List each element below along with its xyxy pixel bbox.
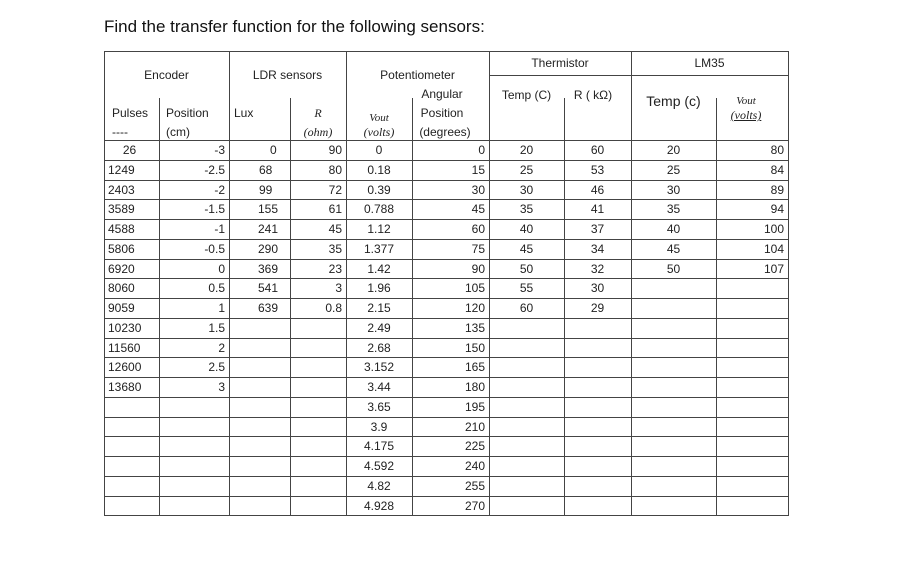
cell-position: -1 <box>214 222 225 236</box>
cell-pot-angle: 90 <box>471 261 485 276</box>
cell-th-temp: 30 <box>519 182 534 197</box>
cell-pot-vout: 3.152 <box>363 360 395 375</box>
page-title: Find the transfer function for the following sensors: <box>104 17 485 36</box>
cell-ldr-r: 3 <box>335 281 342 296</box>
grid-line <box>104 199 789 200</box>
cell-lux: 68 <box>259 162 273 177</box>
col-angular-1: Angular <box>421 87 463 101</box>
cell-pot-angle: 195 <box>464 399 485 414</box>
cell-pot-vout: 1.42 <box>367 261 391 276</box>
col-angular-3: (degrees) <box>419 125 471 139</box>
cell-pot-vout: 0.39 <box>367 182 391 197</box>
group-lm35: LM35 <box>694 56 725 70</box>
col-lux: Lux <box>234 106 254 120</box>
cell-th-r: 32 <box>590 261 605 276</box>
cell-pot-vout: 0 <box>375 143 383 157</box>
cell-pot-vout: 2.68 <box>367 340 391 355</box>
grid-line <box>104 219 789 220</box>
cell-pot-angle: 180 <box>464 380 485 394</box>
cell-position: 0 <box>218 261 225 276</box>
col-vout: Vout <box>369 112 389 124</box>
cell-th-r: 34 <box>590 241 605 256</box>
cell-pot-angle: 120 <box>464 301 485 315</box>
grid-line <box>104 377 789 378</box>
cell-pulses: 26 <box>122 143 137 157</box>
cell-position: 3 <box>218 380 225 394</box>
col-angular-2: Position <box>420 106 464 120</box>
cell-pulses: 6920 <box>108 261 135 276</box>
grid-line <box>104 496 789 497</box>
col-th-temp: Temp (C) <box>501 88 552 102</box>
cell-pot-angle: 240 <box>464 459 485 473</box>
cell-position: -2.5 <box>204 162 225 177</box>
cell-position: -3 <box>214 143 225 157</box>
cell-th-r: 30 <box>590 281 605 296</box>
cell-lm-temp: 35 <box>666 202 681 217</box>
col-lm-vout-unit: (volts) <box>730 108 762 122</box>
cell-th-r: 46 <box>590 182 605 197</box>
cell-pot-angle: 210 <box>464 419 485 434</box>
cell-pulses: 5806 <box>108 241 135 256</box>
col-position: Position <box>166 106 209 120</box>
cell-pulses: 2403 <box>108 182 135 197</box>
cell-position: 1.5 <box>208 320 225 335</box>
cell-ldr-r: 72 <box>328 182 342 197</box>
grid-line <box>104 456 789 457</box>
cell-ldr-r: 80 <box>328 162 342 177</box>
group-thermistor: Thermistor <box>531 56 589 70</box>
grid-line <box>104 417 789 418</box>
cell-pot-vout: 1.96 <box>367 281 391 296</box>
cell-pot-angle: 135 <box>464 320 485 335</box>
cell-lm-vout: 80 <box>770 143 784 157</box>
grid-line <box>104 318 789 319</box>
cell-pot-angle: 15 <box>471 162 485 177</box>
cell-lm-vout: 104 <box>763 241 784 256</box>
grid-line <box>104 160 789 161</box>
cell-position: -1.5 <box>204 202 225 217</box>
cell-pot-vout: 4.82 <box>367 478 391 493</box>
col-r: R <box>314 106 322 120</box>
cell-ldr-r: 90 <box>328 143 342 157</box>
cell-pot-angle: 60 <box>471 222 485 236</box>
grid-line <box>104 436 789 437</box>
cell-th-temp: 35 <box>519 202 534 217</box>
col-lm-vout: Vout <box>736 95 756 107</box>
cell-th-r: 60 <box>590 143 605 157</box>
cell-lux: 639 <box>258 301 279 315</box>
cell-pot-angle: 270 <box>464 498 485 513</box>
cell-th-temp: 60 <box>519 301 534 315</box>
cell-lux: 0 <box>270 143 277 157</box>
cell-lm-vout: 100 <box>763 222 784 236</box>
cell-pulses: 12600 <box>108 360 142 375</box>
col-vout-unit: (volts) <box>363 125 395 139</box>
cell-pot-angle: 0 <box>478 143 485 157</box>
cell-ldr-r: 0.8 <box>325 301 342 315</box>
cell-pot-vout: 2.15 <box>367 301 391 315</box>
cell-pot-vout: 4.928 <box>363 498 395 513</box>
group-encoder: Encoder <box>144 68 189 82</box>
cell-pot-vout: 4.592 <box>363 459 395 473</box>
grid-line <box>716 98 717 516</box>
cell-th-r: 53 <box>590 162 605 177</box>
cell-lux: 290 <box>258 241 279 256</box>
grid-line <box>104 338 789 339</box>
cell-pot-vout: 2.49 <box>367 320 391 335</box>
cell-position: 2 <box>218 340 225 355</box>
cell-ldr-r: 45 <box>328 222 342 236</box>
cell-lm-vout: 84 <box>770 162 784 177</box>
cell-pulses: 11560 <box>108 340 141 355</box>
cell-lm-vout: 89 <box>770 182 784 197</box>
cell-pot-angle: 105 <box>464 281 485 296</box>
cell-pot-angle: 165 <box>464 360 485 375</box>
grid-line <box>104 51 789 52</box>
cell-pot-angle: 75 <box>471 241 485 256</box>
grid-line <box>290 98 291 516</box>
cell-pulses: 10230 <box>108 320 142 335</box>
cell-lux: 99 <box>259 182 273 197</box>
col-th-r: R ( kΩ) <box>573 88 613 102</box>
col-position-unit: (cm) <box>166 125 190 139</box>
grid-line <box>412 98 413 516</box>
cell-th-r: 37 <box>590 222 605 236</box>
grid-line <box>104 476 789 477</box>
cell-pot-angle: 30 <box>471 182 485 197</box>
group-potentiometer: Potentiometer <box>380 68 455 82</box>
grid-line <box>104 357 789 358</box>
cell-pot-angle: 45 <box>471 202 485 217</box>
cell-pot-vout: 1.12 <box>367 222 391 236</box>
cell-pot-vout: 4.175 <box>363 439 395 454</box>
cell-lm-temp: 40 <box>666 222 681 236</box>
cell-pulses: 4588 <box>108 222 135 236</box>
grid-line <box>564 98 565 516</box>
cell-pulses: 9059 <box>108 301 135 315</box>
cell-th-temp: 55 <box>519 281 534 296</box>
grid-line <box>104 298 789 299</box>
grid-line <box>104 51 105 516</box>
cell-lm-temp: 30 <box>666 182 681 197</box>
cell-th-temp: 50 <box>519 261 534 276</box>
cell-th-r: 29 <box>590 301 605 315</box>
cell-pot-vout: 0.788 <box>363 202 395 217</box>
cell-pulses: 8060 <box>108 281 135 296</box>
cell-pot-vout: 3.9 <box>370 419 388 434</box>
cell-lm-vout: 94 <box>770 202 784 217</box>
cell-lux: 241 <box>258 222 279 236</box>
cell-position: 2.5 <box>208 360 225 375</box>
cell-pulses: 13680 <box>108 380 142 394</box>
grid-line <box>104 397 789 398</box>
cell-lux: 155 <box>258 202 279 217</box>
grid-line <box>489 75 789 76</box>
cell-pot-vout: 3.65 <box>367 399 391 414</box>
cell-pot-vout: 1.377 <box>363 241 395 256</box>
grid-line <box>104 515 789 516</box>
cell-lm-vout: 107 <box>763 261 784 276</box>
cell-position: -0.5 <box>204 241 225 256</box>
cell-lm-temp: 20 <box>666 143 681 157</box>
grid-line <box>104 180 789 181</box>
cell-pot-vout: 3.44 <box>367 380 391 394</box>
cell-pulses: 3589 <box>108 202 135 217</box>
cell-position: -2 <box>214 182 225 197</box>
cell-pot-vout: 0.18 <box>367 162 391 177</box>
cell-th-temp: 25 <box>519 162 534 177</box>
grid-line <box>104 239 789 240</box>
grid-line <box>788 51 789 516</box>
cell-lm-temp: 25 <box>666 162 681 177</box>
col-r-unit: (ohm) <box>303 125 333 139</box>
col-lm-temp: Temp (c) <box>646 93 701 109</box>
cell-lm-temp: 50 <box>666 261 681 276</box>
cell-th-temp: 40 <box>519 222 534 236</box>
grid-line <box>104 259 789 260</box>
cell-ldr-r: 23 <box>328 261 342 276</box>
cell-ldr-r: 61 <box>328 202 342 217</box>
cell-th-temp: 45 <box>519 241 534 256</box>
group-ldr: LDR sensors <box>252 68 323 82</box>
grid-line <box>104 278 789 279</box>
grid-line <box>631 51 632 516</box>
cell-pot-angle: 255 <box>464 478 485 493</box>
grid-line <box>489 51 490 516</box>
cell-th-r: 41 <box>590 202 605 217</box>
cell-lm-temp: 45 <box>666 241 681 256</box>
col-pulses: Pulses <box>112 106 149 120</box>
cell-pot-angle: 225 <box>464 439 485 454</box>
grid-line <box>159 98 160 516</box>
cell-position: 1 <box>218 301 225 315</box>
cell-th-temp: 20 <box>519 143 534 157</box>
col-pulses-unit: ---- <box>112 125 128 139</box>
cell-position: 0.5 <box>208 281 225 296</box>
cell-pot-angle: 150 <box>464 340 485 355</box>
cell-ldr-r: 35 <box>328 241 342 256</box>
grid-line <box>104 140 789 141</box>
grid-line <box>346 51 347 516</box>
cell-lux: 369 <box>258 261 279 276</box>
cell-pulses: 1249 <box>108 162 135 177</box>
cell-lux: 541 <box>258 281 279 296</box>
